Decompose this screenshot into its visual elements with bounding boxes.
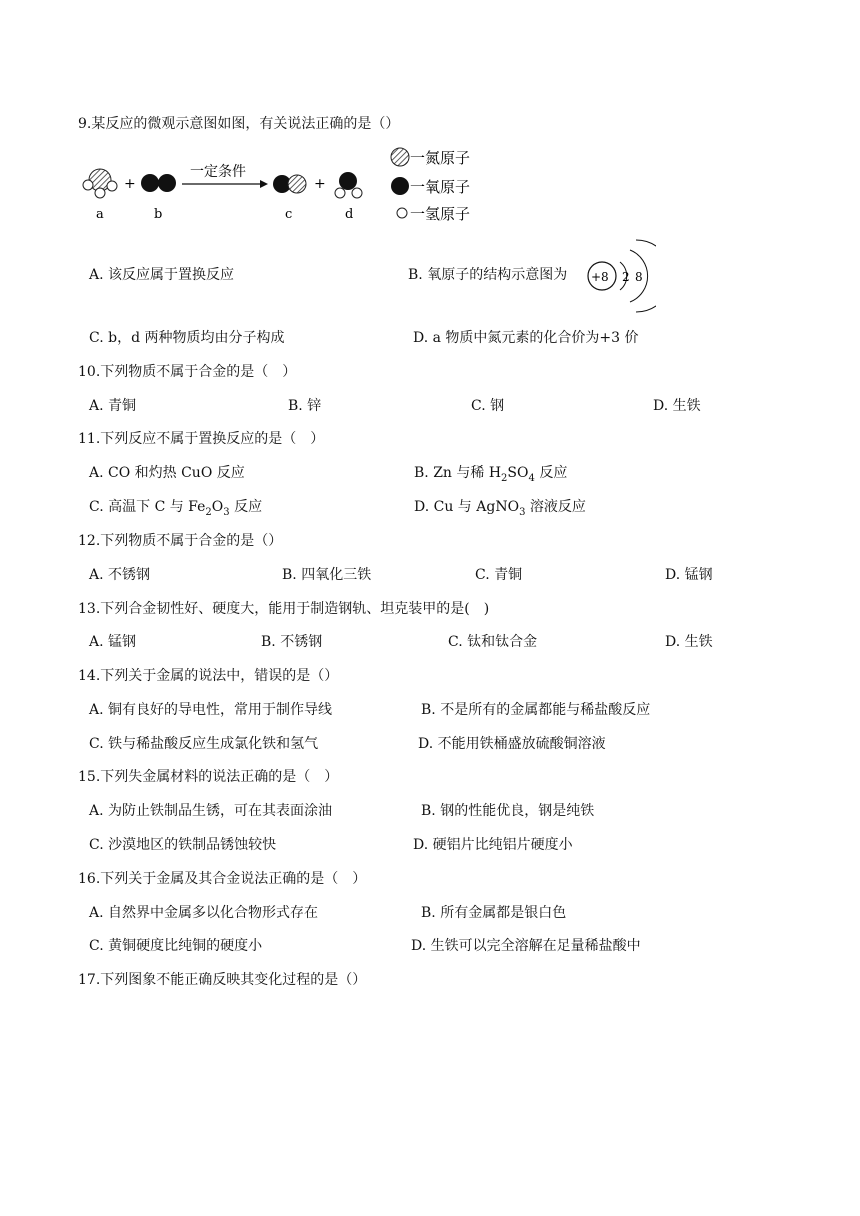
q14-option-b: B. 不是所有的金属都能与稀盐酸反应 [421,702,651,718]
q10-option-d: D. 生铁 [653,398,701,414]
molecule-c [273,175,306,193]
question-9-stem: 9.某反应的微观示意图如图，有关说法正确的是（） [78,116,400,132]
q14-option-c: C. 铁与稀盐酸反应生成氯化铁和氢气 [89,736,319,752]
q13-option-c: C. 钛和钛合金 [448,634,538,650]
q13-option-a: A. 锰钢 [89,634,137,650]
question-13-stem: 13.下列合金韧性好、硬度大，能用于制造钢轨、坦克装甲的是( ) [78,601,490,617]
q9-option-a: A. 该反应属于置换反应 [89,267,235,283]
svg-text:一氧原子: 一氧原子 [410,178,471,196]
q13-option-b: B. 不锈钢 [261,634,323,650]
molecule-b [141,174,176,192]
molecule-d [335,172,362,198]
svg-text:一氢原子: 一氢原子 [410,205,471,223]
question-17-stem: 17.下列图象不能正确反映其变化过程的是（） [78,972,367,988]
q12-option-c: C. 青铜 [475,567,523,583]
q12-option-b: B. 四氧化三铁 [282,567,372,583]
label-a: a [96,207,104,222]
q10-option-a: A. 青铜 [89,398,137,414]
label-d: d [345,207,354,222]
q14-option-a: A. 铜有良好的导电性，常用于制作导线 [89,702,333,718]
q10-option-b: B. 锌 [288,398,322,414]
shell-2-electrons: 8 [635,270,643,284]
q9-option-c: C. b，d 两种物质均由分子构成 [89,330,285,346]
q9-option-d: D. a 物质中氮元素的化合价为+3 价 [413,330,639,346]
q11-option-a: A. CO 和灼热 CuO 反应 [89,465,245,481]
q11-option-d: D. Cu 与 AgNO$_3$ 溶液反应 [414,499,586,518]
q9-option-b: B. 氧原子的结构示意图为 [408,267,568,283]
q10-option-c: C. 钢 [471,398,505,414]
question-11-stem: 11.下列反应不属于置换反应的是（ ） [78,431,325,447]
molecule-a [83,169,117,198]
reaction-diagram [78,140,498,230]
q16-option-a: A. 自然界中金属多以化合物形式存在 [89,905,319,921]
plus-sign-2: + [314,176,326,192]
oxygen-atom-structure-diagram [586,236,656,314]
label-c: c [285,207,293,222]
question-16-stem: 16.下列关于金属及其合金说法正确的是（ ） [78,871,367,887]
q16-option-c: C. 黄铜硬度比纯铜的硬度小 [89,938,263,954]
q14-option-d: D. 不能用铁桶盛放硫酸铜溶液 [418,736,606,752]
q16-option-d: D. 生铁可以完全溶解在足量稀盐酸中 [411,938,641,954]
legend-hydrogen [397,205,470,223]
svg-text:一氮原子: 一氮原子 [410,149,471,167]
q15-option-b: B. 钢的性能优良，钢是纯铁 [421,803,595,819]
q16-option-b: B. 所有金属都是银白色 [421,905,567,921]
nucleus-charge: +8 [591,270,609,284]
question-12-stem: 12.下列物质不属于合金的是（） [78,533,283,549]
q15-option-a: A. 为防止铁制品生锈，可在其表面涂油 [89,803,333,819]
q13-option-d: D. 生铁 [665,634,713,650]
arrow-condition-label: 一定条件 [190,164,246,180]
plus-sign-1: + [124,176,136,192]
question-10-stem: 10.下列物质不属于合金的是（ ） [78,364,297,380]
q12-option-d: D. 锰钢 [665,567,713,583]
q11-option-b: B. Zn 与稀 $H_2SO_4$ 反应 [414,465,568,484]
shell-1-electrons: 2 [622,270,630,284]
q12-option-a: A. 不锈钢 [89,567,151,583]
question-15-stem: 15.下列失金属材料的说法正确的是（ ） [78,769,339,785]
q15-option-d: D. 硬铝片比纯铝片硬度小 [413,837,573,853]
legend-oxygen [391,177,470,196]
legend-nitrogen [391,148,470,167]
label-b: b [154,207,163,222]
question-14-stem: 14.下列关于金属的说法中，错误的是（） [78,668,339,684]
q11-option-c: C. 高温下 C 与 $Fe_2O_3$ 反应 [89,499,263,518]
q15-option-c: C. 沙漠地区的铁制品锈蚀较快 [89,837,277,853]
